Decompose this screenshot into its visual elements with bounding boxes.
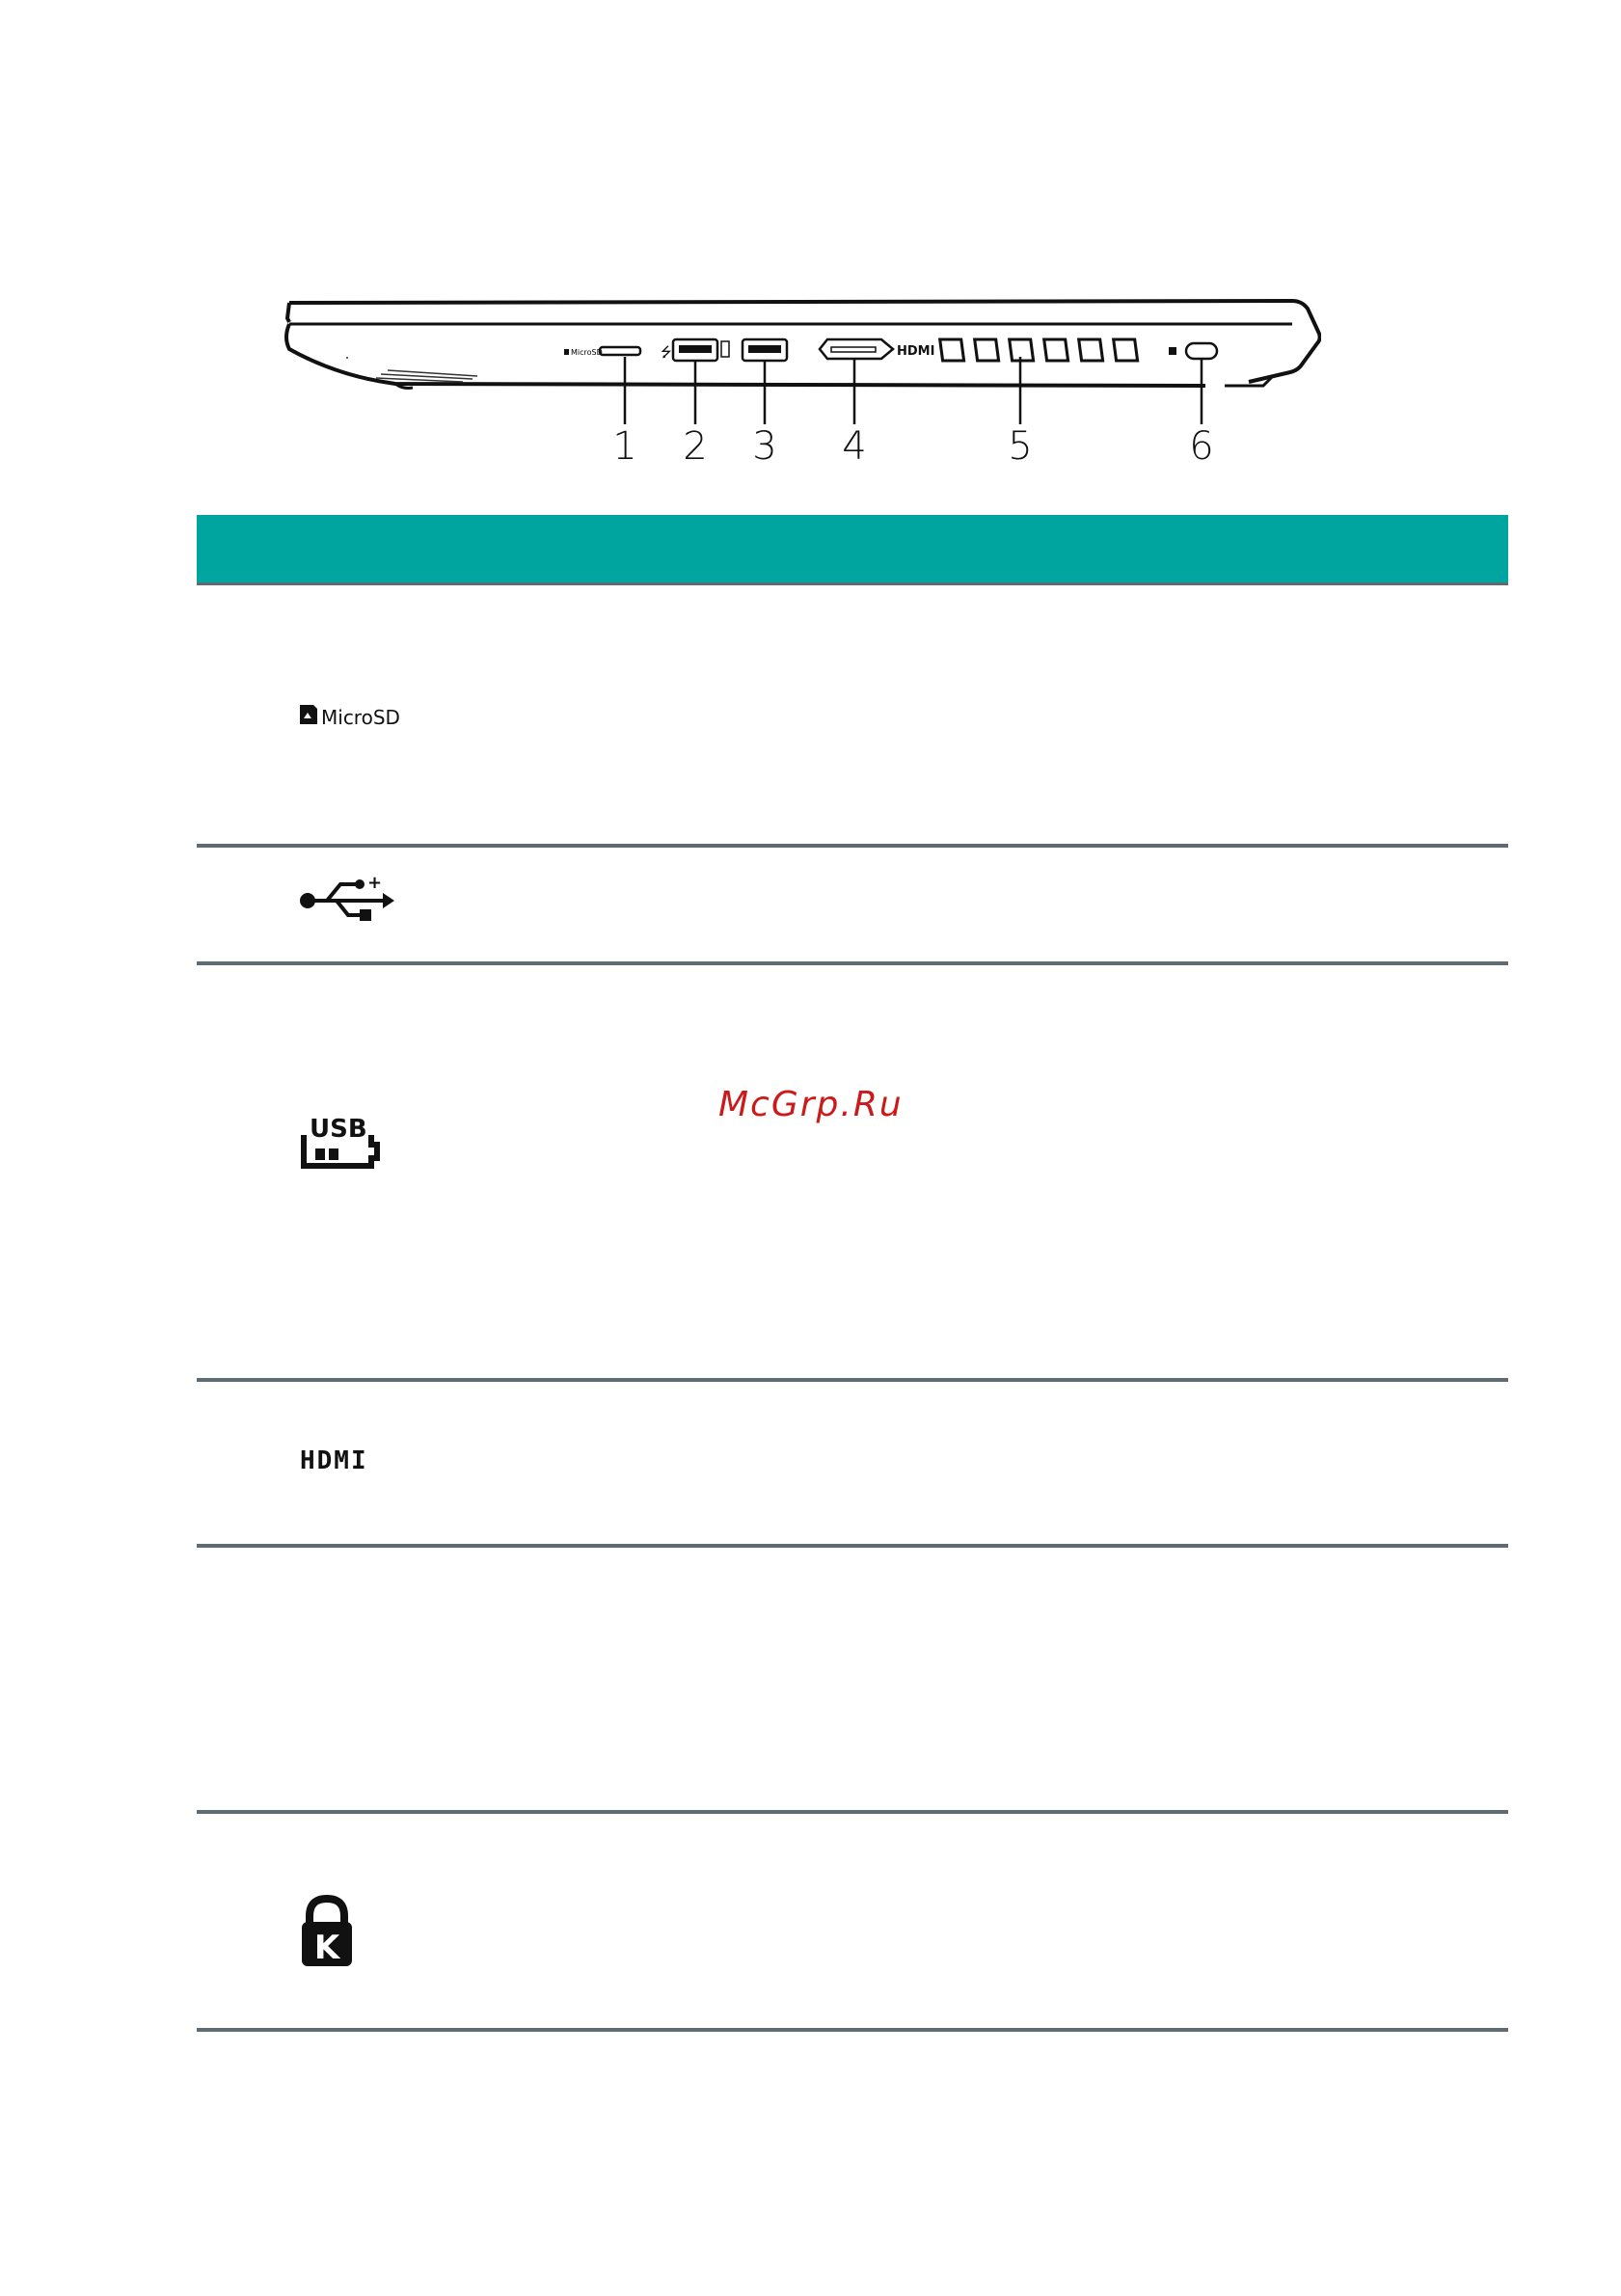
table-header: [197, 515, 1508, 585]
svg-text:MicroSD: MicroSD: [571, 348, 603, 357]
laptop-side-diagram: [280, 289, 1321, 482]
svg-text:USB: USB: [310, 1115, 367, 1144]
microsd-slot: [600, 347, 640, 355]
table-row-hdmi: [197, 1382, 1508, 1548]
hdmi-icon: [298, 1447, 398, 1477]
callout-1: 1: [612, 424, 637, 469]
callout-2: 2: [683, 424, 708, 469]
table-row-kensington: [197, 1814, 1508, 2032]
watermark: McGrp.Ru: [718, 1085, 904, 1124]
svg-text:HDMI: HDMI: [897, 344, 935, 359]
kensington-slot: [1186, 343, 1217, 359]
table-row-usb: [197, 848, 1508, 965]
svg-text:+: +: [367, 875, 383, 893]
usb-charge-icon: [298, 1110, 385, 1178]
svg-text:⭍: ⭍: [661, 345, 672, 361]
kensington-lock-icon: [298, 1893, 356, 1975]
svg-text:K: K: [313, 1929, 340, 1967]
microsd-port-label: [564, 348, 603, 357]
callout-6: 6: [1189, 424, 1214, 469]
callout-5: 5: [1008, 424, 1033, 469]
svg-text:MicroSD: MicroSD: [321, 706, 400, 729]
air-vents: [937, 339, 1141, 361]
usb-icon: [298, 875, 394, 932]
svg-text:HDMI: HDMI: [300, 1447, 368, 1472]
table-row-usb-charging: [197, 965, 1508, 1382]
table-row-microsd: [197, 585, 1508, 848]
microsd-icon: [298, 703, 404, 735]
callout-4: 4: [842, 424, 867, 469]
callout-3: 3: [752, 424, 777, 469]
table-row-vents: [197, 1548, 1508, 1814]
